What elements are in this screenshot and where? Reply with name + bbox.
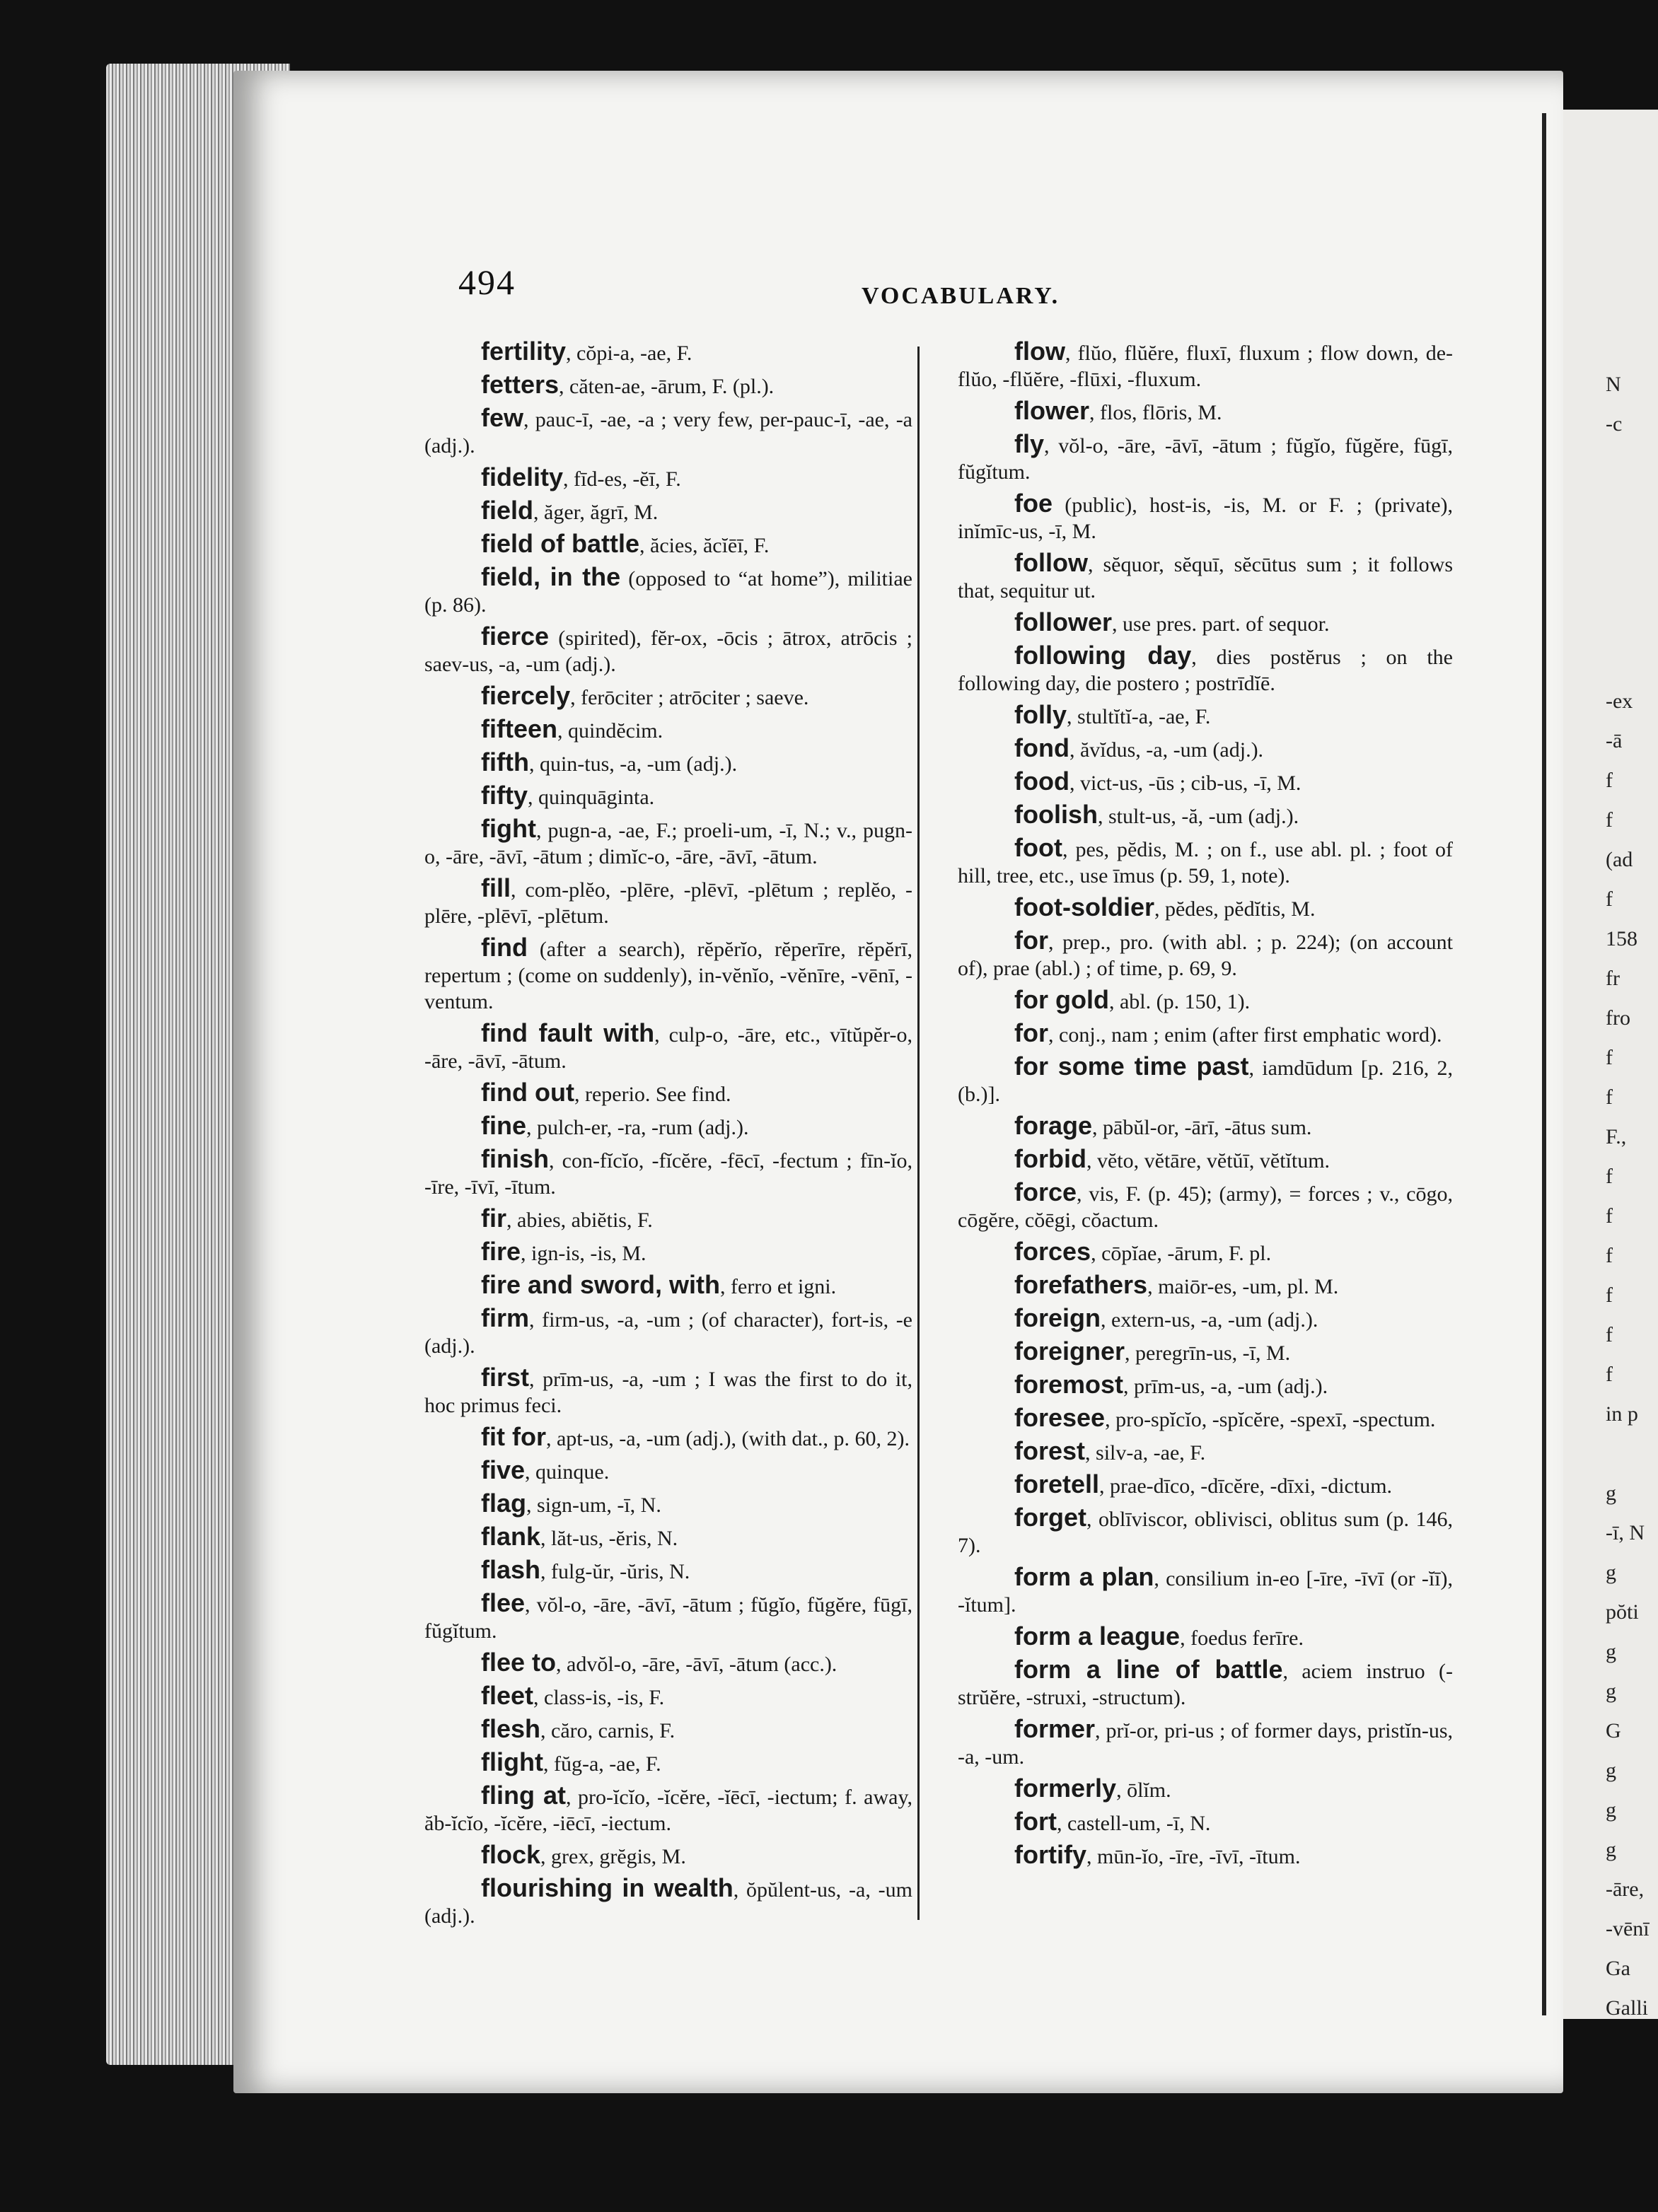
vocabulary-entry <box>424 716 912 744</box>
right-column <box>958 338 1453 1875</box>
headword: field <box>481 496 534 525</box>
definition: , abies, abiĕtis, F. <box>506 1209 653 1232</box>
vocabulary-entry <box>958 1504 1453 1559</box>
headword: forces <box>1014 1237 1091 1266</box>
vocabulary-entry <box>424 1749 912 1777</box>
definition: , pugn-a, -ae, F.; proeli-um, -ī, N.; v., pugn-o, -āre, -āvī, -ātum ; dimĭc-o, -āre, -āvī, -ātum. <box>424 819 912 868</box>
facing-page-fragment: g <box>1606 1759 1616 1782</box>
vocabulary-entry <box>424 564 912 618</box>
definition: , quinquāginta. <box>528 786 655 809</box>
left-column <box>424 338 912 1934</box>
facing-page-fragment: g <box>1606 1838 1616 1861</box>
headword: foolish <box>1014 800 1098 829</box>
definition: , com-plĕo, -plēre, -plēvī, -plētum ; replĕo, -plēre, -plēvī, -plētum. <box>424 878 912 928</box>
vocabulary-entry <box>424 782 912 810</box>
headword: flee <box>481 1588 526 1617</box>
vocabulary-entry <box>424 1556 912 1585</box>
definition: , pes, pĕdis, M. ; on f., use abl. pl. ; foot of hill, tree, etc., use īmus (p. 59, 1, note). <box>958 838 1453 887</box>
vocabulary-entry <box>958 338 1453 392</box>
definition: , ŏpŭlent-us, -a, -um (adj.). <box>424 1878 912 1928</box>
definition: , ign-is, -is, M. <box>521 1242 647 1265</box>
definition: , maiōr-es, -um, pl. M. <box>1147 1275 1339 1298</box>
vocabulary-entry <box>958 986 1453 1015</box>
vocabulary-entry <box>958 1564 1453 1618</box>
vocabulary-entry <box>424 815 912 870</box>
facing-page-fragment: G <box>1606 1719 1621 1742</box>
vocabulary-entry <box>424 749 912 777</box>
vocabulary-entry <box>424 1523 912 1552</box>
facing-page-fragment: g <box>1606 1798 1616 1822</box>
vocabulary-entry <box>958 834 1453 889</box>
headword: folly <box>1014 700 1067 729</box>
headword: fortify <box>1014 1840 1086 1869</box>
facing-page-fragment: -vēnī <box>1606 1917 1650 1940</box>
headword: forget <box>1014 1503 1086 1532</box>
definition: (opposed to “at home”), militiae (p. 86). <box>424 567 912 617</box>
definition: (public), host-is, -is, M. or F. ; (private), inĭmīc-us, -ī, M. <box>958 494 1453 543</box>
definition: , con-fĭcĭo, -fĭcĕre, -fēcī, -fectum ; fīn-ĭo, -īre, -īvī, -ītum. <box>424 1149 912 1199</box>
headword: for some time past <box>1014 1052 1249 1081</box>
definition: , mūn-ĭo, -īre, -īvī, -ītum. <box>1086 1845 1301 1868</box>
headword: fetters <box>481 370 560 399</box>
headword: flourishing in wealth <box>481 1873 734 1902</box>
vocabulary-entry <box>958 1471 1453 1499</box>
definition: , căten-ae, -ārum, F. (pl.). <box>559 375 775 398</box>
definition: , fulg-ŭr, -ŭris, N. <box>540 1560 690 1583</box>
facing-page-fragment: f <box>1606 1363 1613 1386</box>
facing-page-fragment: Ga <box>1606 1957 1630 1980</box>
definition: , cŏpi-a, -ae, F. <box>566 342 692 365</box>
headword: for <box>1014 926 1048 955</box>
vocabulary-entry <box>958 431 1453 485</box>
headword: former <box>1014 1714 1096 1743</box>
definition: , quindĕcim. <box>557 719 663 743</box>
headword: fling at <box>481 1781 567 1810</box>
headword: flock <box>481 1840 541 1869</box>
definition: , cōpĭae, -ārum, F. pl. <box>1091 1242 1272 1265</box>
definition: , lăt-us, -ĕris, N. <box>540 1527 678 1550</box>
facing-page-fragment: N <box>1606 373 1621 396</box>
vocabulary-entry <box>958 1808 1453 1836</box>
headword: fire <box>481 1237 521 1266</box>
headword: for gold <box>1014 985 1109 1014</box>
definition: , foedus ferīre. <box>1180 1626 1304 1650</box>
headword: fidelity <box>481 462 564 491</box>
headword: force <box>1014 1177 1077 1206</box>
headword: fertility <box>481 337 567 366</box>
facing-page-fragment: f <box>1606 1165 1613 1188</box>
definition: , use pres. part. of sequor. <box>1112 612 1330 636</box>
vocabulary-entry <box>424 1782 912 1836</box>
vocabulary-entry <box>958 735 1453 763</box>
page-number: 494 <box>458 262 516 302</box>
facing-page-fragment: 158 <box>1606 927 1637 950</box>
vocabulary-entry <box>958 1438 1453 1466</box>
vocabulary-entry <box>424 1271 912 1300</box>
headword: foresee <box>1014 1403 1106 1432</box>
headword: food <box>1014 767 1069 796</box>
definition: , consilium in-eo [-īre, -īvī (or -ĭī), -ĭtum]. <box>958 1567 1453 1617</box>
headword: first <box>481 1363 530 1392</box>
vocabulary-entry <box>958 1623 1453 1651</box>
headword: for <box>1014 1018 1048 1047</box>
vocabulary-entry <box>424 1205 912 1233</box>
definition: , prĭ-or, pri-us ; of former days, pristĭn-us, -a, -um. <box>958 1719 1453 1769</box>
facing-page-fragment <box>1606 605 1658 645</box>
facing-page-fragment: -c <box>1606 412 1623 436</box>
vocabulary-entry <box>424 530 912 559</box>
vocabulary-entry <box>958 1371 1453 1399</box>
definition: , stult-us, -ă, -um (adj.). <box>1097 805 1299 828</box>
vocabulary-entry <box>958 397 1453 426</box>
definition: , prīm-us, -a, -um ; I was the first to do it, hoc primus feci. <box>424 1368 912 1417</box>
facing-page-fragment: -ī, N <box>1606 1521 1645 1544</box>
headword: fly <box>1014 429 1045 458</box>
headword: follow <box>1014 548 1088 577</box>
headword: field of battle <box>481 529 639 558</box>
facing-page-fragment: (ad <box>1606 848 1633 871</box>
definition: , pulch-er, -ra, -rum (adj.). <box>526 1116 749 1139</box>
vocabulary-entry <box>958 1716 1453 1770</box>
vocabulary-entry <box>424 1146 912 1200</box>
definition: , căro, carnis, F. <box>540 1719 676 1742</box>
column-rule <box>917 347 920 1920</box>
vocabulary-entry <box>958 1404 1453 1433</box>
definition: , aciem instruo (-strŭĕre, -struxi, -structum). <box>958 1660 1453 1709</box>
definition: , reperio. See find. <box>574 1083 731 1106</box>
running-head: VOCABULARY. <box>862 283 1060 309</box>
definition: , dies postĕrus ; on the following day, die postero ; postrīdĭē. <box>958 646 1453 695</box>
vocabulary-entry <box>424 1490 912 1518</box>
headword: find <box>481 933 528 962</box>
definition: , stultĭtĭ-a, -ae, F. <box>1067 705 1211 728</box>
facing-page-fragment: pŏti <box>1606 1600 1639 1624</box>
vocabulary-entry <box>424 1079 912 1107</box>
vocabulary-entry <box>958 1238 1453 1267</box>
definition: , vĕto, vĕtāre, vĕtŭī, vĕtĭtum. <box>1086 1149 1331 1172</box>
headword: form a plan <box>1014 1562 1154 1591</box>
vocabulary-entry <box>958 801 1453 830</box>
definition: , apt-us, -a, -um (adj.), (with dat., p. 60, 2). <box>545 1427 910 1450</box>
vocabulary-entry <box>424 934 912 1015</box>
headword: flag <box>481 1489 527 1518</box>
definition: (after a search), rĕpĕrĭo, rĕperīre, rĕpĕrī, repertum ; (come on suddenly), in-vĕnĭo, -vĕnīre, -vēnī, -ventum. <box>424 938 912 1013</box>
facing-page-fragment: -ex <box>1606 689 1633 713</box>
headword: fifteen <box>481 714 557 743</box>
vocabulary-entry <box>424 1424 912 1452</box>
facing-page-fragment <box>1606 1437 1658 1477</box>
definition: , extern-us, -a, -um (adj.). <box>1101 1308 1318 1332</box>
vocabulary-entry <box>958 1271 1453 1300</box>
vocabulary-entry <box>424 497 912 525</box>
vocabulary-entry <box>424 1364 912 1419</box>
vocabulary-entry <box>958 1305 1453 1333</box>
definition: , grex, grĕgis, M. <box>540 1845 686 1868</box>
vocabulary-entry <box>958 702 1453 730</box>
headword: fit for <box>481 1422 546 1451</box>
facing-page-fragment: Galli <box>1606 1996 1648 2020</box>
headword: fort <box>1014 1807 1057 1836</box>
facing-page-fragment: f <box>1606 808 1613 832</box>
vocabulary-entry <box>424 1649 912 1677</box>
headword: fifth <box>481 747 529 776</box>
headword: five <box>481 1455 526 1484</box>
vocabulary-entry <box>958 927 1453 982</box>
headword: fir <box>481 1204 506 1233</box>
vocabulary-entry <box>424 1682 912 1711</box>
headword: form a line of battle <box>1014 1655 1283 1684</box>
definition: , ăger, ăgrī, M. <box>533 501 659 524</box>
definition: , peregrīn-us, -ī, M. <box>1125 1341 1291 1365</box>
vocabulary-entry <box>424 682 912 711</box>
facing-page-fragment <box>1606 526 1658 566</box>
facing-page-fragment: g <box>1606 1680 1616 1703</box>
definition: , fīd-es, -ĕī, F. <box>563 467 681 491</box>
vocabulary-entry <box>424 1875 912 1929</box>
facing-page-fragment: f <box>1606 1085 1613 1109</box>
vocabulary-entry <box>424 464 912 492</box>
headword: foreign <box>1014 1303 1101 1332</box>
headword: forefathers <box>1014 1270 1148 1299</box>
headword: fine <box>481 1111 527 1140</box>
facing-page-text-fragments <box>1606 368 1658 2031</box>
vocabulary-entry <box>958 1656 1453 1711</box>
facing-page-fragment: f <box>1606 1244 1613 1267</box>
headword: few <box>481 403 524 432</box>
headword: follower <box>1014 607 1113 636</box>
vocabulary-entry <box>958 1146 1453 1174</box>
definition: , vict-us, -ūs ; cib-us, -ī, M. <box>1069 772 1302 795</box>
headword: foreigner <box>1014 1337 1125 1366</box>
facing-page-fragment: F., <box>1606 1125 1627 1148</box>
facing-page-fragment: fro <box>1606 1006 1630 1030</box>
definition: , pro-spĭcĭo, -spĭcĕre, -spexī, -spectum. <box>1105 1408 1436 1431</box>
headword: fiercely <box>481 681 571 710</box>
headword: fire and sword, with <box>481 1270 721 1299</box>
headword: fond <box>1014 733 1069 762</box>
definition: , castell-um, -ī, N. <box>1056 1812 1211 1835</box>
vocabulary-entry <box>424 1020 912 1074</box>
headword: find fault with <box>481 1018 655 1047</box>
headword: foot <box>1014 833 1062 862</box>
vocabulary-entry <box>424 1841 912 1870</box>
facing-page-fragment: g <box>1606 1561 1616 1584</box>
definition: , fŭg-a, -ae, F. <box>543 1752 661 1776</box>
definition: , quin-tus, -a, -um (adj.). <box>528 752 738 776</box>
definition: , firm-us, -a, -um ; (of character), fort-is, -e (adj.). <box>424 1308 912 1358</box>
headword: flower <box>1014 396 1090 425</box>
vocabulary-entry <box>958 642 1453 697</box>
headword: fleet <box>481 1681 534 1710</box>
headword: following day <box>1014 641 1192 670</box>
definition: , conj., nam ; enim (after first emphatic word). <box>1048 1023 1442 1047</box>
vocabulary-entry <box>958 609 1453 637</box>
definition: , advŏl-o, -āre, -āvī, -ātum (acc.). <box>556 1653 837 1676</box>
headword: flank <box>481 1522 541 1551</box>
definition: , oblīviscor, oblivisci, oblitus sum (p. 146, 7). <box>958 1508 1453 1557</box>
headword: firm <box>481 1303 530 1332</box>
vocabulary-entry <box>424 1238 912 1267</box>
facing-page-fragment: in p <box>1606 1402 1638 1426</box>
vocabulary-entry <box>424 1716 912 1744</box>
headword: flesh <box>481 1714 541 1743</box>
definition: , pĕdes, pĕdĭtis, M. <box>1154 897 1316 921</box>
vocabulary-entry <box>424 1305 912 1359</box>
definition: , iamdūdum [p. 216, 2, (b.)]. <box>958 1056 1453 1106</box>
definition: , pauc-ī, -ae, -a ; very few, per-pauc-ī, -ae, -a (adj.). <box>424 408 912 458</box>
headword: find out <box>481 1078 574 1107</box>
headword: flight <box>481 1747 543 1776</box>
facing-page-fragment: f <box>1606 1204 1613 1228</box>
facing-page-fragment: g <box>1606 1482 1616 1505</box>
vocabulary-entry <box>958 549 1453 604</box>
facing-page-fragment: fr <box>1606 967 1620 990</box>
vocabulary-entry <box>424 875 912 929</box>
facing-page-fragment: f <box>1606 769 1613 792</box>
headword: foe <box>1014 489 1053 518</box>
definition: , ferro et igni. <box>720 1275 837 1298</box>
facing-page-fragment: f <box>1606 1283 1613 1307</box>
facing-page-fragment: f <box>1606 887 1613 911</box>
headword: flash <box>481 1555 541 1584</box>
facing-page-fragment <box>1606 566 1658 605</box>
headword: finish <box>481 1144 549 1173</box>
headword: forage <box>1014 1111 1093 1140</box>
definition: , class-is, -is, F. <box>533 1686 665 1709</box>
headword: foremost <box>1014 1370 1124 1399</box>
definition: (spirited), fĕr-ox, -ōcis ; ātrox, atrōcis ; saev-us, -a, -um (adj.). <box>424 627 912 676</box>
definition: , pābŭl-or, -ārī, -ātus sum. <box>1092 1116 1312 1139</box>
headword: fill <box>481 873 511 902</box>
headword: foot-soldier <box>1014 892 1154 921</box>
headword: field, in the <box>481 562 621 591</box>
facing-page-fragment: -āre, <box>1606 1878 1645 1901</box>
vocabulary-entry <box>958 1841 1453 1870</box>
vocabulary-entry <box>958 1775 1453 1803</box>
facing-page-fragment <box>1606 447 1658 487</box>
vocabulary-entry <box>958 1338 1453 1366</box>
headword: flee to <box>481 1648 557 1677</box>
headword: form a league <box>1014 1622 1181 1651</box>
definition: , sĕquor, sĕquī, sĕcūtus sum ; it follows that, sequitur ut. <box>958 553 1453 603</box>
headword: foretell <box>1014 1469 1100 1498</box>
definition: , ferōciter ; atrōciter ; saeve. <box>570 686 809 709</box>
headword: flow <box>1014 337 1065 366</box>
headword: fight <box>481 814 536 843</box>
headword: forbid <box>1014 1144 1086 1173</box>
vocabulary-entry <box>958 768 1453 796</box>
vocabulary-entry <box>424 623 912 677</box>
facing-page-fragment: -ā <box>1606 729 1623 752</box>
definition: , culp-o, -āre, etc., vītŭpĕr-o, -āre, -āvī, -ātum. <box>424 1023 912 1073</box>
definition: , flŭo, flŭĕre, fluxī, fluxum ; flow down, de-flŭo, -flŭĕre, -flūxi, -fluxum. <box>958 342 1453 391</box>
vocabulary-entry <box>424 338 912 366</box>
vocabulary-entry <box>958 894 1453 922</box>
facing-page-fragment: f <box>1606 1046 1613 1069</box>
vocabulary-entry <box>424 1112 912 1141</box>
definition: , ăcies, ăcĭēī, F. <box>639 534 770 557</box>
vocabulary-entry <box>424 404 912 459</box>
facing-page-fragment: g <box>1606 1640 1616 1663</box>
facing-page-fragment <box>1606 645 1658 685</box>
definition: , sign-um, -ī, N. <box>526 1494 661 1517</box>
vocabulary-entry <box>424 1590 912 1644</box>
definition: , vŏl-o, -āre, -āvī, -ātum ; fŭgĭo, fŭgĕre, fūgī, fŭgĭtum. <box>958 434 1453 484</box>
vocabulary-entry <box>424 1457 912 1485</box>
definition: , vis, F. (p. 45); (army), = forces ; v., cōgo, cōgĕre, cŏēgi, cŏactum. <box>958 1182 1453 1232</box>
definition: , ăvĭdus, -a, -um (adj.). <box>1069 738 1264 762</box>
vocabulary-entry <box>958 490 1453 545</box>
definition: , flos, flōris, M. <box>1089 401 1222 424</box>
headword: fifty <box>481 781 528 810</box>
gutter-shadow <box>1542 113 1546 2015</box>
headword: fierce <box>481 622 550 651</box>
headword: forest <box>1014 1436 1086 1465</box>
definition: , ōlĭm. <box>1116 1779 1171 1802</box>
definition: , pro-ĭcĭo, -ĭcĕre, -ĭēcī, -iectum; f. away, ăb-ĭcĭo, -ĭcĕre, -iēcī, -iectum. <box>424 1786 912 1835</box>
definition: , prīm-us, -a, -um (adj.). <box>1123 1375 1328 1398</box>
vocabulary-entry <box>424 371 912 400</box>
facing-page-fragment: f <box>1606 1323 1613 1346</box>
headword: formerly <box>1014 1774 1117 1803</box>
definition: , abl. (p. 150, 1). <box>1108 990 1251 1013</box>
definition: , quinque. <box>525 1460 610 1484</box>
vocabulary-entry <box>958 1112 1453 1141</box>
vocabulary-entry <box>958 1053 1453 1107</box>
definition: , vŏl-o, -āre, -āvī, -ātum ; fŭgĭo, fŭgĕre, fūgī, fŭgĭtum. <box>424 1593 912 1643</box>
definition: , silv-a, -ae, F. <box>1085 1441 1206 1465</box>
definition: , prep., pro. (with abl. ; p. 224); (on account of), prae (abl.) ; of time, p. 69, 9. <box>958 931 1453 980</box>
vocabulary-entry <box>958 1179 1453 1233</box>
facing-page-fragment <box>1606 487 1658 526</box>
vocabulary-entry <box>958 1020 1453 1048</box>
definition: , prae-dīco, -dīcĕre, -dīxi, -dictum. <box>1099 1474 1393 1498</box>
